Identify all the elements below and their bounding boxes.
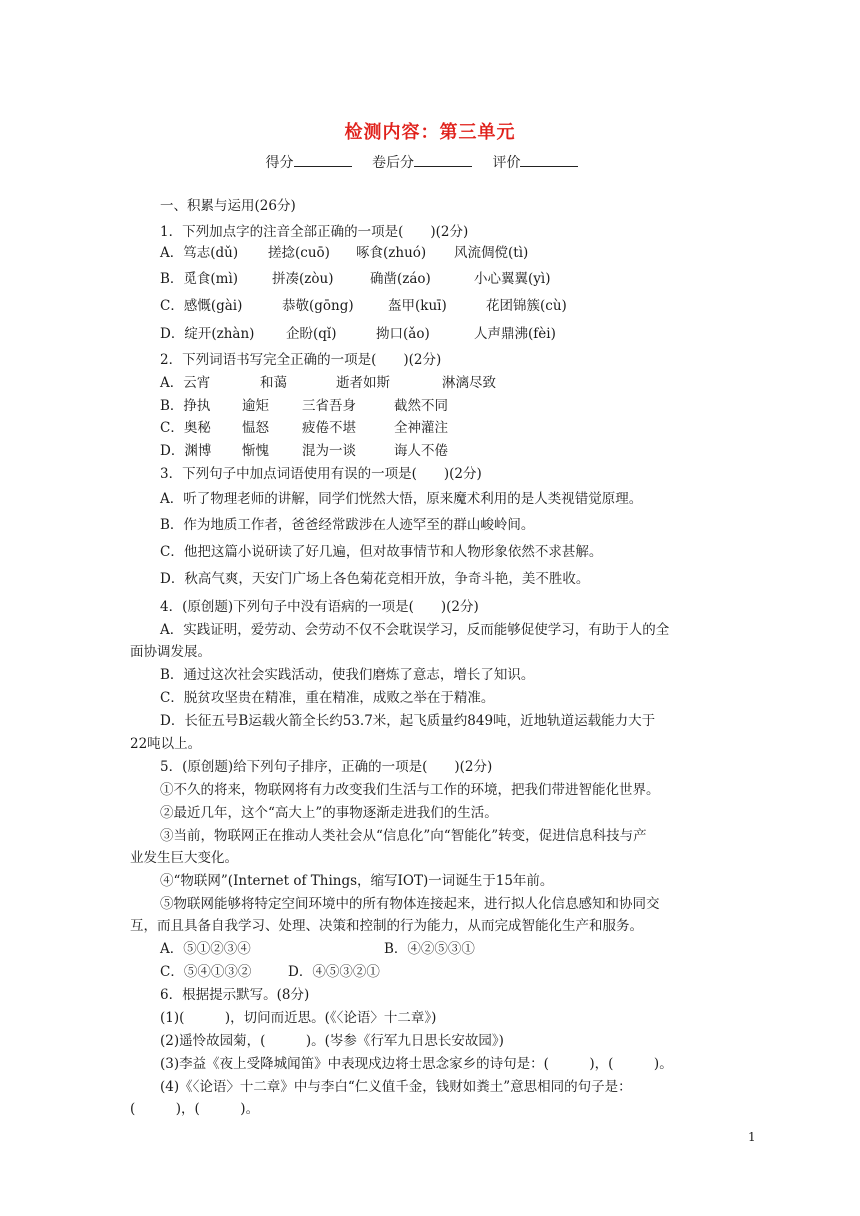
- q1-b-4: 小心翼翼(yì): [474, 271, 551, 287]
- q2-option-d: [160, 442, 448, 460]
- score-line: [0, 152, 860, 172]
- q5-sentence-3-line2: 业发生巨大变化。: [130, 850, 238, 866]
- q1-option-c: [160, 297, 567, 315]
- q5-option-d: D．④⑤③②①: [288, 964, 380, 980]
- q2-d-2: 惭愧: [242, 443, 269, 459]
- q2-c-3: 疲倦不堪: [302, 420, 356, 436]
- q6-item-4-line2: ( )，( )。: [130, 1101, 260, 1117]
- q4-option-a-line1: A．实践证明，爱劳动、会劳动不仅不会耽误学习，反而能够促使学习，有助于人的全: [160, 622, 670, 638]
- q1-c-1: C．感慨(gài): [160, 298, 243, 314]
- page-title: 检测内容：第三单元: [344, 122, 516, 143]
- q2-a-2: 和蔼: [260, 375, 287, 391]
- q4-option-d-line2: 22吨以上。: [130, 736, 202, 752]
- score-label: 得分: [265, 155, 294, 171]
- q6-item-2: (2)遥怜故园菊，( )。(岑参《行军九日思长安故园》): [160, 1033, 504, 1049]
- q3-stem: 3．下列句子中加点词语使用有误的一项是( )(2分): [160, 466, 482, 482]
- paper-score-label: 卷后分: [372, 155, 414, 171]
- eval-label: 评价: [492, 155, 521, 171]
- paper-score-blank: [414, 154, 472, 167]
- q5-sentence-2: ②最近几年，这个“高大上”的事物逐渐走进我们的生活。: [160, 805, 498, 821]
- q6-item-1: (1)( )，切问而近思。(《〈论语〉十二章》): [160, 1010, 437, 1026]
- q4-option-a-line2: 面协调发展。: [130, 644, 211, 660]
- q5-option-c: C．⑤④①③②: [160, 964, 252, 980]
- page-number: 1: [748, 1130, 756, 1144]
- q5-stem: 5．(原创题)给下列句子排序，正确的一项是( )(2分): [160, 759, 493, 775]
- q1-b-3: 确凿(záo): [370, 271, 431, 287]
- q5-sentence-1: ①不久的将来，物联网将有力改变我们生活与工作的环境，把我们带进智能化世界。: [160, 782, 660, 798]
- q2-a-3: 逝者如斯: [336, 375, 390, 391]
- q1-a-1: A．笃志(dǔ): [160, 245, 239, 261]
- q1-c-4: 花团锦簇(cù): [486, 298, 567, 314]
- q1-b-2: 拼凑(zòu): [272, 271, 334, 287]
- q4-stem: 4．(原创题)下列句子中没有语病的一项是( )(2分): [160, 599, 479, 615]
- q1-c-3: 盔甲(kuī): [388, 298, 447, 314]
- q1-stem: 1．下列加点字的注音全部正确的一项是( )(2分): [160, 224, 469, 240]
- section-heading: 一、积累与运用(26分): [160, 198, 296, 214]
- q2-c-2: 愠怒: [242, 420, 269, 436]
- q2-c-1: C．奥秘: [160, 420, 211, 436]
- q3-option-b: B．作为地质工作者，爸爸经常跋涉在人迹罕至的群山峻岭间。: [160, 517, 535, 533]
- q1-option-d: [160, 325, 556, 343]
- q5-sentence-4: ④“物联网”(Internet of Things，缩写IOT)一词诞生于15年前。: [160, 873, 554, 889]
- q6-stem: 6．根据提示默写。(8分): [160, 987, 310, 1003]
- q4-option-c: C．脱贫攻坚贵在精准，重在精准，成败之举在于精准。: [160, 690, 495, 706]
- q6-item-4-line1: (4)《〈论语〉十二章》中与李白“仁义值千金，钱财如粪土”意思相同的句子是：: [160, 1079, 632, 1095]
- q1-d-3: 拗口(ǎo): [376, 326, 430, 342]
- q3-option-c: C．他把这篇小说研读了好几遍，但对故事情节和人物形象依然不求甚解。: [160, 544, 603, 560]
- q2-b-4: 截然不同: [394, 398, 448, 414]
- q3-option-d: D．秋高气爽，天安门广场上各色菊花竞相开放，争奇斗艳，美不胜收。: [160, 571, 590, 587]
- q5-option-a: A．⑤①②③④: [160, 941, 251, 957]
- q1-a-3: 啄食(zhuó): [356, 245, 427, 261]
- q1-a-4: 风流倜傥(tì): [454, 245, 529, 261]
- q5-sentence-3-line1: ③当前，物联网正在推动人类社会从“信息化”向“智能化”转变，促进信息科技与产: [160, 828, 647, 844]
- q2-a-4: 淋漓尽致: [442, 375, 496, 391]
- q1-c-2: 恭敬(gōng): [282, 298, 354, 314]
- q1-option-b: [160, 270, 550, 288]
- q5-sentence-5-line2: 互，而且具备自我学习、处理、决策和控制的行为能力，从而完成智能化生产和服务。: [130, 918, 643, 934]
- q1-b-1: B．觅食(mì): [160, 271, 239, 287]
- q3-option-a: A．听了物理老师的讲解，同学们恍然大悟，原来魔术利用的是人类视错觉原理。: [160, 491, 643, 507]
- q2-d-4: 诲人不倦: [394, 443, 448, 459]
- q5-options-cd: [160, 963, 380, 981]
- eval-blank: [520, 154, 578, 167]
- q1-d-1: D．绽开(zhàn): [160, 326, 255, 342]
- q4-option-d-line1: D．长征五号B运载火箭全长约53.7米，起飞质量约849吨，近地轨道运载能力大于: [160, 713, 656, 729]
- q1-d-4: 人声鼎沸(fèi): [474, 326, 556, 342]
- q6-item-3: (3)李益《夜上受降城闻笛》中表现戍边将士思念家乡的诗句是：( )，( )。: [160, 1056, 673, 1072]
- q2-option-a: [160, 374, 496, 392]
- score-blank: [294, 154, 352, 167]
- q5-option-b: B．④②⑤③①: [384, 941, 475, 957]
- q2-d-1: D．渊博: [160, 443, 212, 459]
- q1-d-2: 企盼(qǐ): [286, 326, 337, 342]
- q2-option-c: [160, 419, 448, 437]
- q5-sentence-5-line1: ⑤物联网能够将特定空间环境中的所有物体连接起来，进行拟人化信息感知和协同交: [160, 896, 660, 912]
- q2-b-2: 逾矩: [242, 398, 269, 414]
- q5-options-ab: [160, 940, 475, 958]
- q2-c-4: 全神灌注: [394, 420, 448, 436]
- q2-stem: 2．下列词语书写完全正确的一项是( )(2分): [160, 352, 442, 368]
- q2-option-b: [160, 397, 448, 415]
- q2-d-3: 混为一谈: [302, 443, 356, 459]
- q4-option-b: B．通过这次社会实践活动，使我们磨炼了意志，增长了知识。: [160, 667, 535, 683]
- q1-a-2: 搓捻(cuō): [268, 245, 330, 261]
- q1-option-a: [160, 244, 528, 262]
- q2-a-1: A．云宵: [160, 375, 211, 391]
- q2-b-1: B．挣执: [160, 398, 211, 414]
- q2-b-3: 三省吾身: [302, 398, 356, 414]
